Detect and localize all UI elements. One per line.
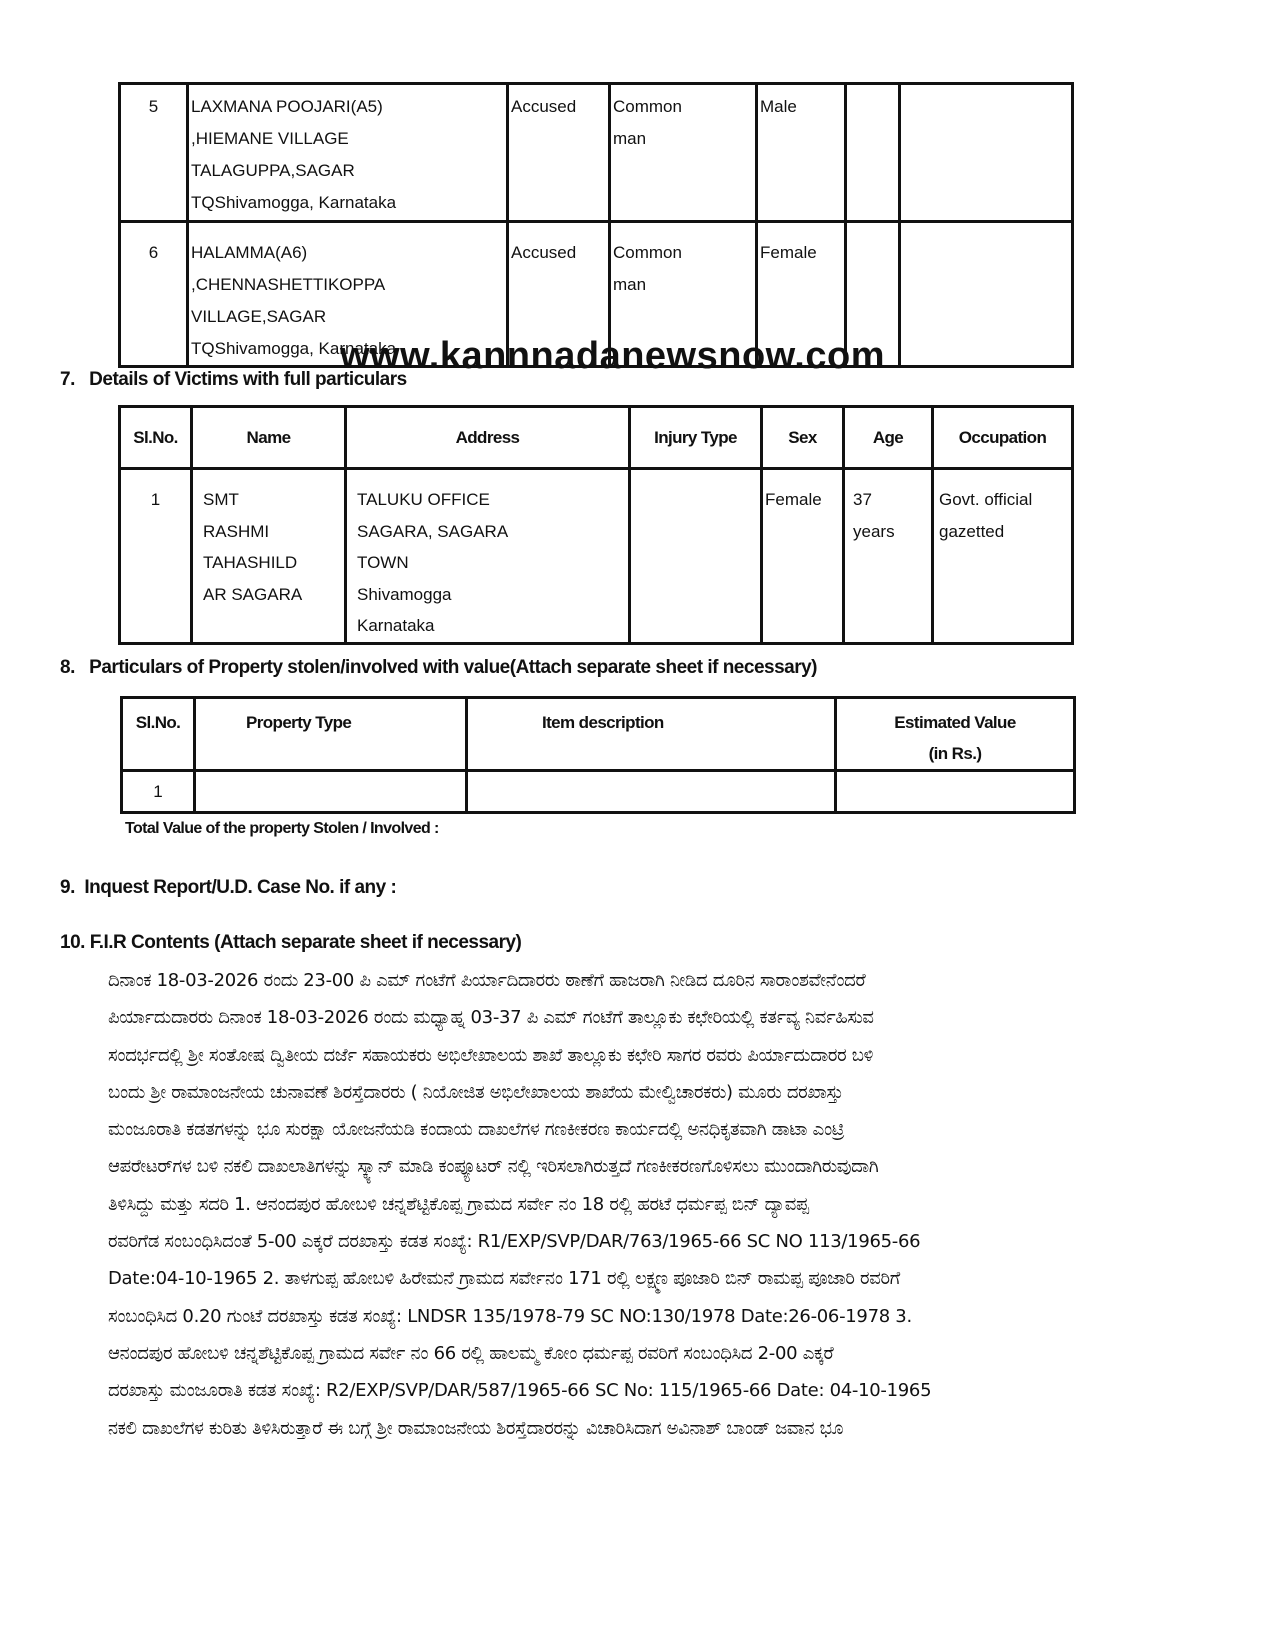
header-item-description: Item description — [467, 698, 836, 771]
table-header-row — [122, 698, 1075, 771]
sex: Female — [757, 222, 846, 367]
text-line: years — [853, 521, 895, 541]
text-line: Karnataka — [357, 616, 435, 635]
text-line: Shivamogga — [357, 584, 452, 604]
fir-line: ತಿಳಿಸಿದ್ದು ಮತ್ತು ಸದರಿ 1. ಆನಂದಪುರ ಹೋಬಳಿ ಚನ್ನಶೆಟ್ಟಿಕೊಪ್ಪ ಗ್ರಾಮದ ಸರ್ವೇ ನಂ 18 ರಲ್ಲಿ ಹರಟೆ ಧರ್ಮಪ್ಪ ಬಿನ್ ದ್ಯಾವಪ್ಪ — [108, 1193, 809, 1215]
section-9-heading: 9. Inquest Report/U.D. Case No. if any : — [60, 877, 397, 898]
sl-no: 5 — [120, 84, 188, 222]
sl-no: 6 — [120, 222, 188, 367]
header-sex: Sex — [762, 407, 844, 469]
header-property-type: Property Type — [195, 698, 467, 771]
text-line: RASHMI — [203, 521, 270, 541]
fir-line: ದಿನಾಂಕ 18-03-2026 ರಂದು 23-00 ಪಿ ಎಮ್ ಗಂಟೆಗೆ ಪಿರ್ಯಾದಿದಾರರು ಠಾಣೆಗೆ ಹಾಜರಾಗಿ ನೀಡಿದ ದೂರಿನ ಸಾರಾಂಶವೇನೆಂದರೆ — [108, 970, 866, 991]
victim-occupation — [933, 469, 1073, 644]
fir-line: ಪಿರ್ಯಾದುದಾರರು ದಿನಾಂಕ 18-03-2026 ರಂದು ಮಧ್ಯಾಹ್ನ 03-37 ಪಿ ಎಮ್ ಗಂಟೆಗೆ ತಾಲ್ಲೂಕು ಕಛೇರಿಯಲ್ಲಿ ಕರ್ತವ್ಯ ನಿರ್ವಹಿಸುವ — [108, 1007, 874, 1029]
victim-age — [844, 469, 933, 644]
sex: Male — [757, 84, 846, 222]
fir-line: ಸಂಬಂಧಿಸಿದ 0.20 ಗುಂಟೆ ದರಖಾಸ್ತು ಕಡತ ಸಂಖ್ಯೆ: LNDSR 135/1978-79 SC NO:130/1978 Date:26-06-1978 3. — [108, 1305, 912, 1327]
estimated-value — [836, 771, 1075, 813]
name-address — [188, 84, 508, 222]
section-7-heading: 7. Details of Victims with full particulars — [60, 369, 407, 390]
text-line: TAHASHILD — [203, 553, 298, 572]
fir-line: ನಕಲಿ ದಾಖಲೆಗಳ ಕುರಿತು ತಿಳಿಸಿರುತ್ತಾರೆ ಈ ಬಗ್ಗೆ ಶ್ರೀ ರಾಮಾಂಜನೇಯ ಶಿರಸ್ತೆದಾರರನ್ನು ವಿಚಾರಿಸಿದಾಗ ಅವಿನಾಶ್ ಬಾಂಡ್ ಜವಾನ ಭೂ — [108, 1417, 844, 1439]
header-line: (in Rs.) — [928, 744, 982, 763]
category — [610, 84, 757, 222]
injury-type — [630, 469, 762, 644]
text-line: man — [613, 129, 647, 148]
text-line: TQShivamogga, Karnataka — [191, 193, 397, 212]
header-injury-type: Injury Type — [630, 407, 762, 469]
header-occupation: Occupation — [933, 407, 1073, 469]
property-type — [195, 771, 467, 813]
text-line: Common — [613, 243, 682, 262]
sl-no: 1 — [122, 771, 195, 813]
accused-table — [118, 82, 1074, 368]
role: Accused — [508, 84, 610, 222]
header-line: Estimated Value — [894, 713, 1016, 732]
fir-line: ದರಖಾಸ್ತು ಮಂಜೂರಾತಿ ಕಡತ ಸಂಖ್ಯೆ: R2/EXP/SVP/DAR/587/1965-66 SC No: 115/1965-66 Date: 04-10-1965 — [108, 1380, 932, 1402]
header-estimated-value — [836, 698, 1075, 771]
text-line: SMT — [203, 490, 239, 509]
text-line: Common — [613, 97, 682, 116]
text-line: TALAGUPPA,SAGAR — [191, 161, 355, 180]
empty-cell — [900, 222, 1073, 367]
text-line: Govt. official — [939, 490, 1033, 509]
fir-line: ಆಪರೇಟರ್‌ಗಳ ಬಳಿ ನಕಲಿ ದಾಖಲಾತಿಗಳನ್ನು ಸ್ಕ್ಯಾನ್ ಮಾಡಿ ಕಂಪ್ಯೂಟರ್ ನಲ್ಲಿ ಇರಿಸಲಾಗಿರುತ್ತದೆ ಗಣಕೀಕರಣಗೊಳಿಸಲು ಮುಂದಾಗಿರುವುದಾಗಿ — [108, 1156, 879, 1178]
role: Accused — [508, 222, 610, 367]
text-line: man — [613, 275, 647, 294]
header-sl-no: Sl.No. — [120, 407, 192, 469]
header-address: Address — [346, 407, 630, 469]
header-sl-no: Sl.No. — [122, 698, 195, 771]
total-value-label: Total Value of the property Stolen / Involved : — [125, 820, 439, 837]
sl-no: 1 — [120, 469, 192, 644]
victim-row — [120, 469, 1073, 644]
section-10-heading: 10. F.I.R Contents (Attach separate sheet if necessary) — [60, 932, 522, 953]
victim-address — [346, 469, 630, 644]
text-line: gazetted — [939, 521, 1005, 541]
fir-line: ಆನಂದಪುರ ಹೋಬಳಿ ಚನ್ನಶೆಟ್ಟಿಕೊಪ್ಪ ಗ್ರಾಮದ ಸರ್ವೇ ನಂ 66 ರಲ್ಲಿ ಹಾಲಮ್ಮ ಕೋಂ ಧರ್ಮಪ್ಪ ರವರಿಗೆ ಸಂಬಂಧಿಸಿದ 2-00 ಎಕ್ಕರೆ — [108, 1342, 834, 1364]
accused-row — [120, 84, 1073, 222]
text-line: VILLAGE,SAGAR — [191, 307, 327, 326]
text-line: SAGARA, SAGARA — [357, 521, 509, 541]
text-line: TALUKU OFFICE — [357, 490, 490, 509]
text-line: ,HIEMANE VILLAGE — [191, 129, 349, 148]
text-line: 37 — [853, 490, 872, 509]
text-line: ,CHENNASHETTIKOPPA — [191, 275, 386, 294]
property-table — [120, 696, 1076, 814]
section-8-heading: 8. Particulars of Property stolen/involved with value(Attach separate sheet if necessary) — [60, 657, 817, 678]
victims-table — [118, 405, 1074, 645]
fir-line: Date:04-10-1965 2. ತಾಳಗುಪ್ಪ ಹೋಬಳಿ ಹಿರೇಮನೆ ಗ್ರಾಮದ ಸರ್ವೇನಂ 171 ರಲ್ಲಿ ಲಕ್ಷ್ಮಣ ಪೂಜಾರಿ ಬಿನ್ ರಾಮಪ್ಪ ಪೂಜಾರಿ ರವರಿಗೆ — [108, 1268, 900, 1290]
header-name: Name — [192, 407, 346, 469]
empty-cell — [900, 84, 1073, 222]
header-age: Age — [844, 407, 933, 469]
text-line: TQShivamogga, Karnataka — [191, 339, 397, 358]
text-line: LAXMANA POOJARI(A5) — [191, 97, 383, 116]
table-header-row — [120, 407, 1073, 469]
fir-contents — [108, 962, 1088, 1447]
watermark: www.kannnadanewsnow.com — [340, 335, 886, 377]
empty-cell — [846, 84, 900, 222]
fir-line: ಬಂದು ಶ್ರೀ ರಾಮಾಂಜನೇಯ ಚುನಾವಣೆ ಶಿರಸ್ತೆದಾರರು ( ನಿಯೋಜಿತ ಅಭಿಲೇಖಾಲಯ ಶಾಖೆಯ ಮೇಲ್ವಿಚಾರಕರು) ಮೂರು ದರಖಾಸ್ತು — [108, 1081, 844, 1103]
fir-line: ರವರಿಗೆಡ ಸಂಬಂಧಿಸಿದಂತೆ 5-00 ಎಕ್ಕರೆ ದರಖಾಸ್ತು ಕಡತ ಸಂಖ್ಯೆ: R1/EXP/SVP/DAR/763/1965-66 SC NO 113/1965-66 — [108, 1231, 921, 1253]
text-line: TOWN — [357, 553, 409, 572]
victim-sex: Female — [762, 469, 844, 644]
text-line: AR SAGARA — [203, 584, 303, 604]
item-description — [467, 771, 836, 813]
property-row — [122, 771, 1075, 813]
fir-line: ಮಂಜೂರಾತಿ ಕಡತಗಳನ್ನು ಭೂ ಸುರಕ್ಷಾ ಯೋಜನೆಯಡಿ ಕಂದಾಯ ದಾಖಲೆಗಳ ಗಣಕೀಕರಣ ಕಾರ್ಯದಲ್ಲಿ ಅನಧಿಕೃತವಾಗಿ ಡಾಟಾ ಎಂಟ್ರಿ — [108, 1119, 845, 1141]
victim-name — [192, 469, 346, 644]
text-line: HALAMMA(A6) — [191, 243, 308, 262]
fir-line: ಸಂದರ್ಭದಲ್ಲಿ ಶ್ರೀ ಸಂತೋಷ ದ್ವಿತೀಯ ದರ್ಜೆ ಸಹಾಯಕರು ಅಭಿಲೇಖಾಲಯ ಶಾಖೆ ತಾಲ್ಲೂಕು ಕಛೇರಿ ಸಾಗರ ರವರು ಪಿರ್ಯಾದುದಾರರ ಬಳಿ — [108, 1044, 874, 1066]
